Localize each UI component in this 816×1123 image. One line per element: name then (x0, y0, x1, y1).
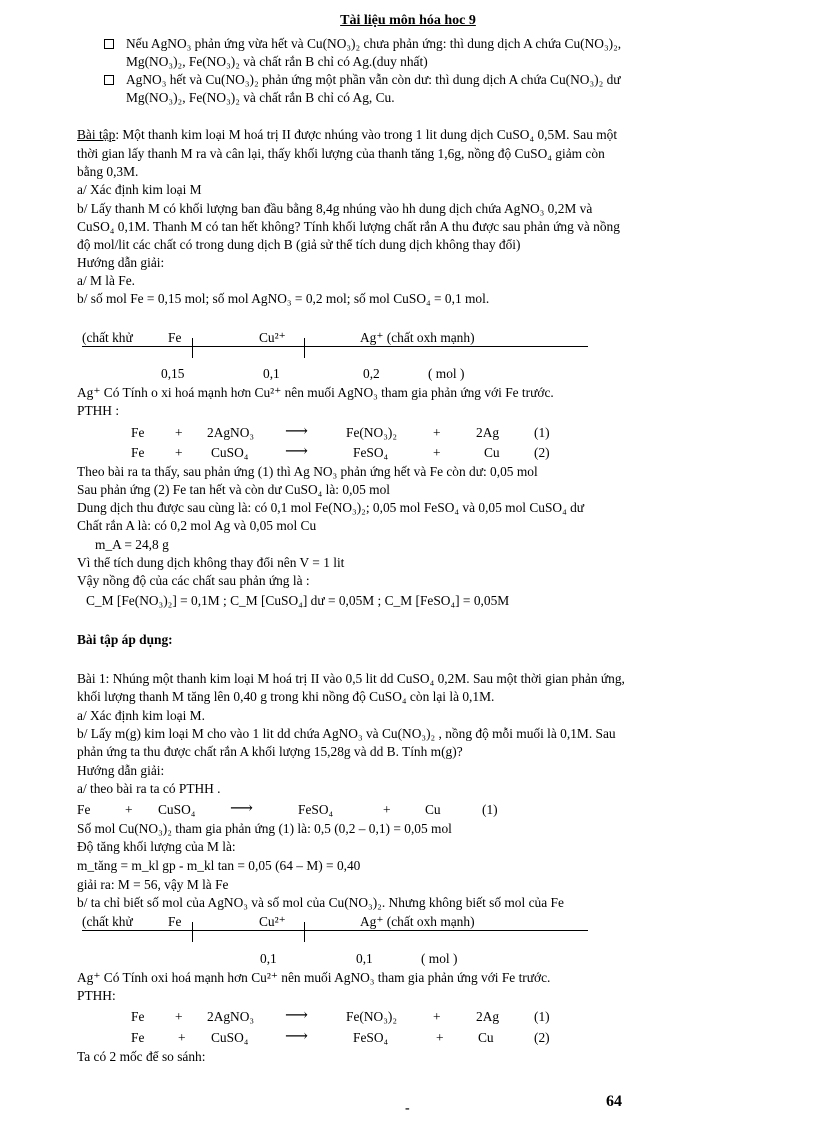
problem-line: b/ ta chỉ biết số mol của AgNO₃ và số mol của Cu(NO₃)₂. Nhưng không biết số mol của Fe (77, 895, 564, 910)
exercise-line: a/ M là Fe. (77, 273, 136, 288)
page-header: Tài liệu môn hóa hoc 9 (340, 13, 476, 28)
solution-line: Chất rắn A là: có 0,2 mol Ag và 0,05 mol Cu (77, 518, 317, 533)
mol-value: 0,1 (263, 366, 280, 381)
exercise-line: bằng 0,3M. (77, 164, 139, 179)
axis-label: Cu²⁺ (259, 330, 286, 345)
mol-value: 0,2 (363, 366, 380, 381)
exercise-line: thời gian lấy thanh M ra và cân lại, thấy khối lượng của thanh tăng 1,6g, nồng độ CuSO₄ giảm còn (77, 146, 605, 161)
arrow-icon: ⟶ (285, 423, 308, 440)
problem-line: Độ tăng khối lượng của M là: (77, 839, 236, 854)
page-number: 64 (606, 1093, 622, 1110)
exercise-line: Bài tập: Một thanh kim loại M hoá trị II được nhúng vào trong 1 lit dung dịch CuSO₄ 0,5M. Sau một (77, 127, 618, 142)
bullet-line: Mg(NO₃)₂, Fe(NO₃)₂ và chất rắn B chỉ có Ag, Cu. (126, 90, 395, 105)
mol-unit: ( mol ) (421, 951, 458, 966)
arrow-icon: ⟶ (285, 1007, 308, 1024)
arrow-icon: ⟶ (285, 1028, 308, 1045)
number-line-tick (192, 922, 193, 942)
solution-line: Ta có 2 mốc để so sánh: (77, 1049, 206, 1064)
arrow-icon: ⟶ (285, 443, 308, 460)
mol-value: 0,1 (260, 951, 277, 966)
solution-line: Theo bài ra ta thấy, sau phản ứng (1) thì Ag NO₃ phản ứng hết và Fe còn dư: 0,05 mol (77, 464, 538, 479)
bullet-line: Nếu AgNO₃ phản ứng vừa hết và Cu(NO₃)₂ chưa phản ứng: thì dung dịch A chứa Cu(NO₃)₂, (126, 36, 622, 51)
number-line-tick (304, 922, 305, 942)
axis-label: Fe (168, 914, 182, 929)
exercise-line: Hướng dẫn giải: (77, 255, 165, 270)
exercise-line: độ mol/lit các chất có trong dung dịch B (giả sử thể tích dung dịch không thay đổi) (77, 237, 521, 252)
mol-value: 0,15 (161, 366, 185, 381)
solution-line: Ag⁺ Có Tính oxi hoá mạnh hơn Cu²⁺ nên muối AgNO₃ tham gia phản ứng với Fe trước. (77, 970, 551, 985)
solution-line: Vì thể tích dung dịch không thay đổi nên V = 1 lit (77, 555, 345, 570)
document-page: Tài liệu môn hóa hoc 9 Nếu AgNO₃ phản ứng vừa hết và Cu(NO₃)₂ chưa phản ứng: thì dung dịch A chứa Cu(NO₃)₂, Mg(NO₃)₂, Fe(NO₃)₂ và chất rắn B chỉ có Ag.(duy nhất) AgNO₃ hết và Cu(NO₃)₂ phản ứng một phần vẫn còn dư: thì dung dịch A chứa Cu(NO₃)₂ dư Mg(NO₃)₂, Fe(NO₃)₂ và chất rắn B chỉ có Ag, Cu. Bài tập: Một thanh kim loại M hoá trị II được nhúng vào trong 1 lit dung dịch CuSO₄ 0,5M. Sau một thời gian lấy thanh M ra và cân lại, thấy khối lượng của thanh tăng 1,6g, nồng độ CuSO₄ giảm còn bằng 0,3M. a/ Xác định kim loại M b/ Lấy thanh M có khối lượng ban đầu bằng 8,4g nhúng vào hh dung dịch chứa AgNO₃ 0,2M và CuSO₄ 0,1M. Thanh M có tan hết không? Tính khối lượng chất rắn A thu được sau phản ứng và nồng độ mol/lit các chất có trong dung dịch B (giả sử thể tích dung dịch không thay đổi) Hướng dẫn giải: a/ M là Fe. b/ số mol Fe = 0,15 mol; số mol AgNO₃ = 0,2 mol; số mol CuSO₄ = 0,1 mol. (chất khử Fe Cu²⁺ Ag⁺ (chất oxh mạnh) 0,15 0,1 0,2 ( mol ) Ag⁺ Có Tính o xi hoá mạnh hơn Cu²⁺ nên muối AgNO₃ tham gia phản ứng với Fe trước. PTHH : Fe + 2AgNO₃ ⟶ Fe(NO₃)₂ + 2Ag (1) Fe + CuSO₄ ⟶ FeSO₄ + Cu (2) Theo bài ra ta thấy, sau phản ứng (1) thì Ag NO₃ phản ứng hết và Fe còn dư: 0,05 mol Sau phản ứng (2) Fe tan hết và còn dư CuSO₄ là: 0,05 mol Dung dịch thu được sau cùng là: có 0,1 mol Fe(NO₃)₂; 0,05 mol FeSO₄ và 0,05 mol CuSO₄ dư Chất rắn A là: có 0,2 mol Ag và 0,05 mol Cu m_A = 24,8 g Vì thể tích dung dịch không thay đổi nên V = 1 lit Vậy nồng độ của các chất sau phản ứng là : C_M [Fe(NO₃)₂] = 0,1M ; C_M [CuSO₄] dư = 0,05M ; C_M [FeSO₄] = 0,05M Bài tập áp dụng: Bài 1: Nhúng một thanh kim loại M hoá trị II vào 0,5 lit dd CuSO₄ 0,2M. Sau một thời gian phản ứng, khối lượng thanh M tăng lên 0,40 g trong khi nồng độ CuSO₄ còn lại là 0,1M. a/ Xác định kim loại M. b/ Lấy m(g) kim loại M cho vào 1 lit dd chứa AgNO₃ và Cu(NO₃)₂ , nồng độ mỗi muối là 0,1M. Sau phản ứng ta thu được chất rắn A khối lượng 15,28g và dd B. Tính m(g)? Hướng dẫn giải: a/ theo bài ra ta có PTHH . Fe + CuSO₄ ⟶ FeSO₄ + Cu (1) Số mol Cu(NO₃)₂ tham gia phản ứng (1) là: 0,5 (0,2 – 0,1) = 0,05 mol Độ tăng khối lượng của M là: m_tăng = m_kl gp - m_kl tan = 0,05 (64 – M) = 0,40 giải ra: M = 56, vậy M là Fe b/ ta chỉ biết số mol của AgNO₃ và số mol của Cu(NO₃)₂. Nhưng không biết số mol của Fe (chất khử Fe Cu²⁺ Ag⁺ (chất oxh mạnh) 0,1 0,1 ( mol ) Ag⁺ Có Tính oxi hoá mạnh hơn Cu²⁺ nên muối AgNO₃ tham gia phản ứng với Fe trước. PTHH: Fe + 2AgNO₃ ⟶ Fe(NO₃)₂ + 2Ag (1) Fe + CuSO₄ ⟶ FeSO₄ + Cu (2) Ta có 2 mốc để so sánh: 64 - (0, 0, 816, 1123)
section-title: Bài tập áp dụng: (77, 632, 173, 647)
axis-label: Cu²⁺ (259, 914, 286, 929)
problem-line: giải ra: M = 56, vậy M là Fe (77, 877, 229, 892)
bullet-line: Mg(NO₃)₂, Fe(NO₃)₂ và chất rắn B chỉ có Ag.(duy nhất) (126, 54, 428, 69)
solution-line: Sau phản ứng (2) Fe tan hết và còn dư CuSO₄ là: 0,05 mol (77, 482, 390, 497)
bullet-line: AgNO₃ hết và Cu(NO₃)₂ phản ứng một phần vẫn còn dư: thì dung dịch A chứa Cu(NO₃)₂ dư (126, 72, 621, 87)
exercise-line: a/ Xác định kim loại M (77, 182, 202, 197)
axis-label: (chất khử (82, 914, 133, 929)
exercise-line: b/ Lấy thanh M có khối lượng ban đầu bằng 8,4g nhúng vào hh dung dịch chứa AgNO₃ 0,2M và (77, 201, 593, 216)
axis-label: Ag⁺ (chất oxh mạnh) (360, 330, 475, 345)
exercise-label: Bài tập (77, 127, 116, 142)
mol-value: 0,1 (356, 951, 373, 966)
problem-line: phản ứng ta thu được chất rắn A khối lượng 15,28g và dd B. Tính m(g)? (77, 744, 463, 759)
problem-line: Số mol Cu(NO₃)₂ tham gia phản ứng (1) là: 0,5 (0,2 – 0,1) = 0,05 mol (77, 821, 452, 836)
footer-dash: - (405, 1101, 410, 1116)
problem-line: khối lượng thanh M tăng lên 0,40 g trong khi nồng độ CuSO₄ còn lại là 0,1M. (77, 689, 495, 704)
solution-line: PTHH : (77, 403, 120, 418)
bullet-box-icon (104, 75, 114, 85)
axis-label: (chất khử (82, 330, 133, 345)
solution-line: Vậy nồng độ của các chất sau phản ứng là : (77, 573, 310, 588)
problem-line: a/ Xác định kim loại M. (77, 708, 205, 723)
mol-unit: ( mol ) (428, 366, 465, 381)
problem-line: Bài 1: Nhúng một thanh kim loại M hoá trị II vào 0,5 lit dd CuSO₄ 0,2M. Sau một thời gian phản ứng, (77, 671, 625, 686)
axis-label: Fe (168, 330, 182, 345)
arrow-icon: ⟶ (230, 800, 253, 817)
concentration-line: C_M [Fe(NO₃)₂] = 0,1M ; C_M [CuSO₄] dư = 0,05M ; C_M [FeSO₄] = 0,05M (86, 593, 510, 608)
number-line-tick (192, 338, 193, 358)
problem-line: Hướng dẫn giải: (77, 763, 165, 778)
solution-line: Ag⁺ Có Tính o xi hoá mạnh hơn Cu²⁺ nên muối AgNO₃ tham gia phản ứng với Fe trước. (77, 385, 554, 400)
solution-line: PTHH: (77, 988, 116, 1003)
problem-line: b/ Lấy m(g) kim loại M cho vào 1 lit dd chứa AgNO₃ và Cu(NO₃)₂ , nồng độ mỗi muối là 0,1M. Sau (77, 726, 616, 741)
problem-line: m_tăng = m_kl gp - m_kl tan = 0,05 (64 – M) = 0,40 (77, 858, 361, 873)
number-line-tick (304, 338, 305, 358)
exercise-line: b/ số mol Fe = 0,15 mol; số mol AgNO₃ = 0,2 mol; số mol CuSO₄ = 0,1 mol. (77, 291, 490, 306)
mass-result: m_A = 24,8 g (95, 537, 169, 552)
axis-label: Ag⁺ (chất oxh mạnh) (360, 914, 475, 929)
number-line (82, 346, 588, 347)
number-line (82, 930, 588, 931)
problem-line: a/ theo bài ra ta có PTHH . (77, 781, 221, 796)
bullet-box-icon (104, 39, 114, 49)
solution-line: Dung dịch thu được sau cùng là: có 0,1 mol Fe(NO₃)₂; 0,05 mol FeSO₄ và 0,05 mol CuSO₄ dư (77, 500, 585, 515)
exercise-line: CuSO₄ 0,1M. Thanh M có tan hết không? Tính khối lượng chất rắn A thu được sau phản ứng và nồng (77, 219, 620, 234)
